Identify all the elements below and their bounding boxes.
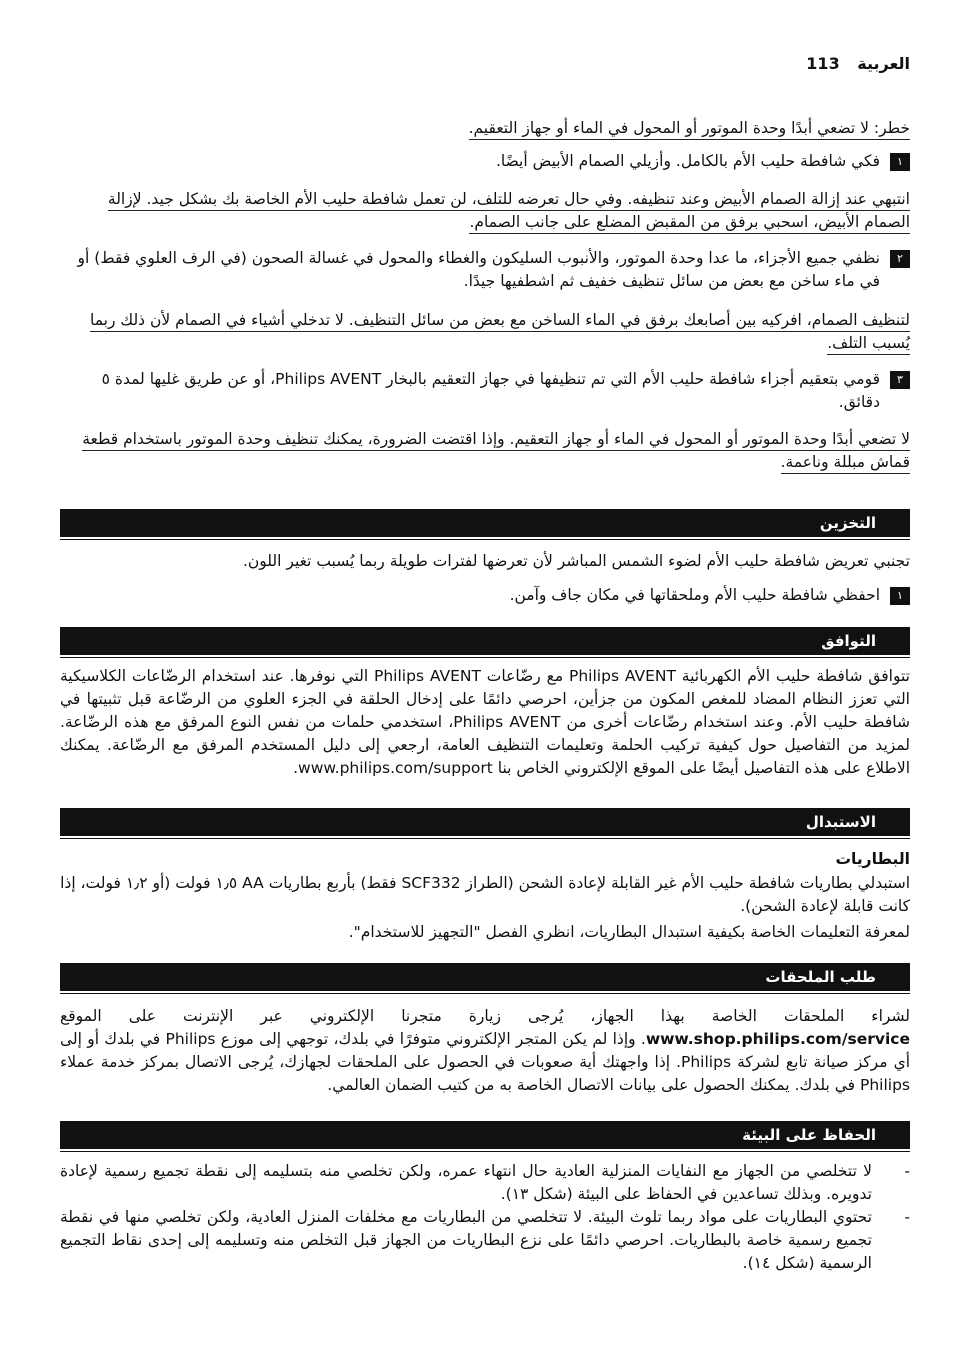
caution-1	[60, 188, 910, 234]
caution-2-text: لتنظيف الصمام، افركيه بين أصابعك برفق في الماء الساخن مع بعض من سائل التنظيف. لا تدخلي أشياء في الصمام لأن ذلك ربما يُسبب التلف.	[90, 311, 910, 355]
page-number: 113	[806, 54, 840, 73]
divider	[60, 838, 910, 839]
section-ordering-title: طلب الملحقات	[765, 968, 876, 986]
divider	[60, 539, 910, 540]
environment-item-2: تحتوي البطاريات على مواد ربما تلوث البيئة. لا تتخلصي من البطاريات مع مخلفات المنزل العادية، ولكن تخلصي منها في نقطة تجميع رسمية خاصة بالبطاريات. احرصي دائمًا على نزع البطاريات من الجهاز قبل التخلص منه وتسليمه إلى إحدى نقاط التجميع الرسمية (شكل ١٤).	[60, 1208, 872, 1272]
step-2	[60, 247, 910, 293]
step-1	[60, 150, 910, 173]
divider	[60, 657, 910, 658]
caution-2	[60, 309, 910, 355]
step-2-text: نظفي جميع الأجزاء، ما عدا وحدة الموتور، والأنبوب السليكون والغطاء والمحول في غسالة الصحون (في الرف العلوي فقط) أو في ماء ساخن مع بعض من سائل تنظيف خفيف ثم اشطفيها جيدًا.	[77, 249, 880, 290]
warning-1	[60, 117, 910, 140]
section-storage-header	[60, 509, 910, 537]
section-compatibility-header	[60, 627, 910, 655]
environment-list-wrap	[60, 1160, 910, 1275]
step-1-number: ١	[890, 153, 910, 171]
warning-1-text: خطر: لا تضعي أبدًا وحدة الموتور أو المحول في الماء أو جهاز التعقيم.	[469, 119, 910, 140]
list-dash: -	[904, 1162, 910, 1180]
environment-list	[60, 1160, 910, 1275]
divider	[60, 1151, 910, 1152]
page-header	[806, 54, 910, 73]
storage-text: تجنبي تعريض شافطة حليب الأم لضوء الشمس المباشر لأن تعرضها لفترات طويلة ربما يُسبب تغير اللون.	[242, 552, 910, 570]
section-environment-title: الحفاظ على البيئة	[742, 1126, 876, 1144]
storage-step	[60, 584, 910, 607]
batteries-text: استبدلي بطاريات شافطة حليب الأم غير القابلة لإعادة الشحن (الطراز SCF332 فقط) بأربع بطاريات AA ١٫٥ فولت (أو ١٫٢ فولت، إذا كانت قابلة لإعادة الشحن).	[60, 874, 910, 915]
ordering-text-b: . وإذا لم يكن المتجر الإلكتروني متوفرًا في بلدك، توجهي إلى موزع Philips في بلدك أو إلى أي مركز صيانة تابع لشركة Philips. إذا واجهتك أية صعوبات في الحصول على الملحقات لجهازك، يُرجى الاتصال بمركز خدمة عملاء Philips في بلدك. يمكنك الحصول على بيانات الاتصال الخاصة به من كتيب الضمان العالمي.	[60, 1030, 911, 1094]
step-3	[60, 368, 910, 414]
section-replacement-header	[60, 808, 910, 836]
compatibility-text: تتوافق شافطة حليب الأم الكهربائية Philips AVENT مع رضّاعات Philips AVENT التي نوفرها. عند استخدام الرضّاعات الكلاسيكية التي تعزز النظام المضاد للمغص المكون من جزأين، احرصي دائمًا على إدخال الحلقة في الجزء العلوي من الرضّاعة قبل تثبيتها في شافطة حليب الأم. وعند استخدام رضّاعات أخرى من Philips AVENT، استخدمي حلمات من نفس النوع المرفق مع هذه الرضّاعة. لمزيد من التفاصيل حول كيفية تركيب الحلمة وتعليمات التنظيف العامة، ارجعي إلى دليل المستخدم المرفق مع الرضّاعة. يمكنك الاطلاع على هذه التفاصيل أيضًا على الموقع الإلكتروني الخاص بنا www.philips.com/support.	[60, 667, 910, 777]
storage-step-number: ١	[890, 587, 910, 605]
ordering-text-a: لشراء الملحقات الخاصة بهذا الجهاز، يُرجى زيارة متجرنا الإلكتروني عبر الإنترنت على الموقع	[60, 1007, 910, 1025]
batteries-instruction: لمعرفة التعليمات الخاصة بكيفية استبدال البطاريات، انظري الفصل "التجهيز للاستخدام".	[348, 923, 910, 941]
storage-step-text: احفظي شافطة حليب الأم وملحقاتها في مكان جاف وآمن.	[509, 586, 880, 604]
step-3-text: قومي بتعقيم أجزاء شافطة حليب الأم التي تم تنظيفها في جهاز التعقيم بالبخار Philips AVENT، أو عن طريق غليها لمدة ٥ دقائق.	[101, 370, 880, 411]
ordering-paragraph	[60, 1005, 910, 1097]
list-item	[60, 1206, 910, 1275]
header-language: العربية	[857, 54, 910, 73]
section-compatibility-title: التوافق	[821, 632, 876, 650]
batteries-subtitle: البطاريات	[835, 850, 910, 868]
caution-3	[60, 428, 910, 474]
step-1-text: فكي شافطة حليب الأم بالكامل. وأزيلي الصمام الأبيض أيضًا.	[495, 152, 880, 170]
list-item	[60, 1160, 910, 1206]
section-environment-header	[60, 1121, 910, 1149]
list-dash: -	[904, 1208, 910, 1226]
shop-link[interactable]: www.shop.philips.com/service	[645, 1030, 910, 1048]
section-ordering-header	[60, 963, 910, 991]
environment-item-1: لا تتخلصي من الجهاز مع النفايات المنزلية العادية حال انتهاء عمره، ولكن تخلصي منه بتسليمه إلى نقطة تجميع رسمية لإعادة تدويره. وبذلك تساعدين في الحفاظ على البيئة (شكل ١٣).	[60, 1162, 872, 1203]
divider	[60, 993, 910, 994]
step-3-number: ٣	[890, 371, 910, 389]
step-2-number: ٢	[890, 250, 910, 268]
section-storage-title: التخزين	[819, 514, 876, 532]
caution-1-text: انتبهي عند إزالة الصمام الأبيض وعند تنظيفه. وفي حال تعرضه للتلف، لن تعمل شافطة حليب الأم الخاصة بك بشكل جيد. لإزالة الصمام الأبيض، اسحبي برفق من المقبض المضلع على جانب الصمام.	[108, 190, 910, 234]
caution-3-text: لا تضعي أبدًا وحدة الموتور أو المحول في الماء أو جهاز التعقيم. وإذا اقتضت الضرورة، يمكنك تنظيف وحدة الموتور باستخدام قطعة قماش مبللة وناعمة.	[82, 430, 910, 474]
section-replacement-title: الاستبدال	[805, 813, 876, 831]
